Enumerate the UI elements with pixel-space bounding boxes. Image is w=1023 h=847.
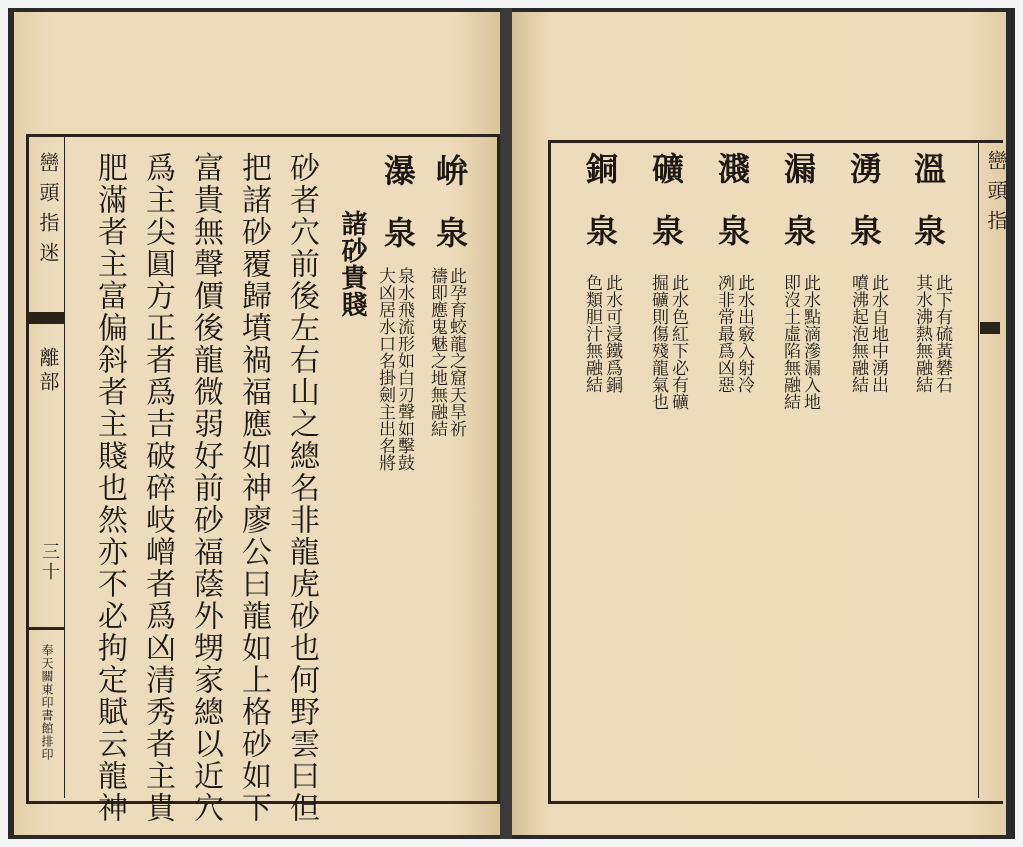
margin-section: 離部 <box>36 347 60 395</box>
text-column: 爲主尖圓方正者爲吉破碎岐嶒者爲凶清秀者主貴 <box>140 152 175 824</box>
spring-title: 湧泉 <box>845 152 883 276</box>
spring-title: 漏泉 <box>779 152 817 276</box>
spring-title: 峅泉 <box>431 154 469 278</box>
book-gutter <box>500 8 512 839</box>
spring-title: 溫泉 <box>909 152 947 276</box>
spring-note-line: 此水自地中湧出 <box>868 274 888 393</box>
spring-note-line: 掘礦則傷殘龍氣也 <box>648 274 668 410</box>
fishtail-marker <box>980 322 1000 334</box>
margin-book-title: 巒頭指迷 <box>36 152 60 272</box>
margin-page-number: 三十 <box>39 542 60 582</box>
fishtail-marker <box>28 312 64 324</box>
spring-note-line: 泉水飛流形如白刃聲如擊鼓 <box>394 267 414 471</box>
right-page <box>512 12 1006 835</box>
spring-title: 銅泉 <box>581 152 619 276</box>
spring-title: 濺泉 <box>713 152 751 276</box>
margin-book-title-fragment: 巒頭指 <box>984 150 1008 240</box>
spring-note-line: 色類胆汁無融結 <box>582 274 602 393</box>
spring-note-line: 此水色紅下必有礦 <box>668 274 688 410</box>
spring-note-line: 大凶居水口名掛劍主出名將 <box>375 267 395 471</box>
margin-publisher: 奉天關東印書館排印 <box>40 644 54 761</box>
spring-note-line: 禱即應鬼魅之地無融結 <box>427 267 447 437</box>
spring-note-line: 此水出竅入射冷 <box>734 274 754 393</box>
right-margin-rule <box>978 143 979 798</box>
spring-note-line: 其水沸熱無融結 <box>912 274 932 393</box>
section-heading: 諸砂貴賤 <box>337 210 367 318</box>
text-column: 肥滿者主富偏斜者主賤也然亦不必拘定賦云龍神 <box>92 152 127 824</box>
spring-note-line: 此孕育蛟龍之窟天旱祈 <box>446 267 466 437</box>
spring-note-line: 此水可浸鐵爲銅 <box>602 274 622 393</box>
spring-note-line: 此水點滴滲漏入地 <box>800 274 820 410</box>
margin-divider <box>28 627 64 630</box>
left-margin-rule <box>64 137 65 798</box>
text-column: 把諸砂覆歸墳禍福應如神廖公曰龍如上格砂如下 <box>236 152 271 824</box>
spring-note-line: 此下有硫黃礬石 <box>932 274 952 393</box>
left-page <box>14 12 500 835</box>
spring-note-line: 即沒土虛陷無融結 <box>780 274 800 410</box>
spring-note-line: 冽非常最爲凶惡 <box>714 274 734 393</box>
spring-title: 瀑泉 <box>379 154 417 278</box>
spring-title: 礦泉 <box>647 152 685 276</box>
text-column: 富貴無聲價後龍微弱好前砂福蔭外甥家總以近穴 <box>188 152 223 824</box>
spring-note-line: 噴沸起泡無融結 <box>848 274 868 393</box>
book-scan <box>8 8 1015 839</box>
text-column: 砂者穴前後左右山之總名非龍虎砂也何野雲曰但 <box>284 152 319 824</box>
